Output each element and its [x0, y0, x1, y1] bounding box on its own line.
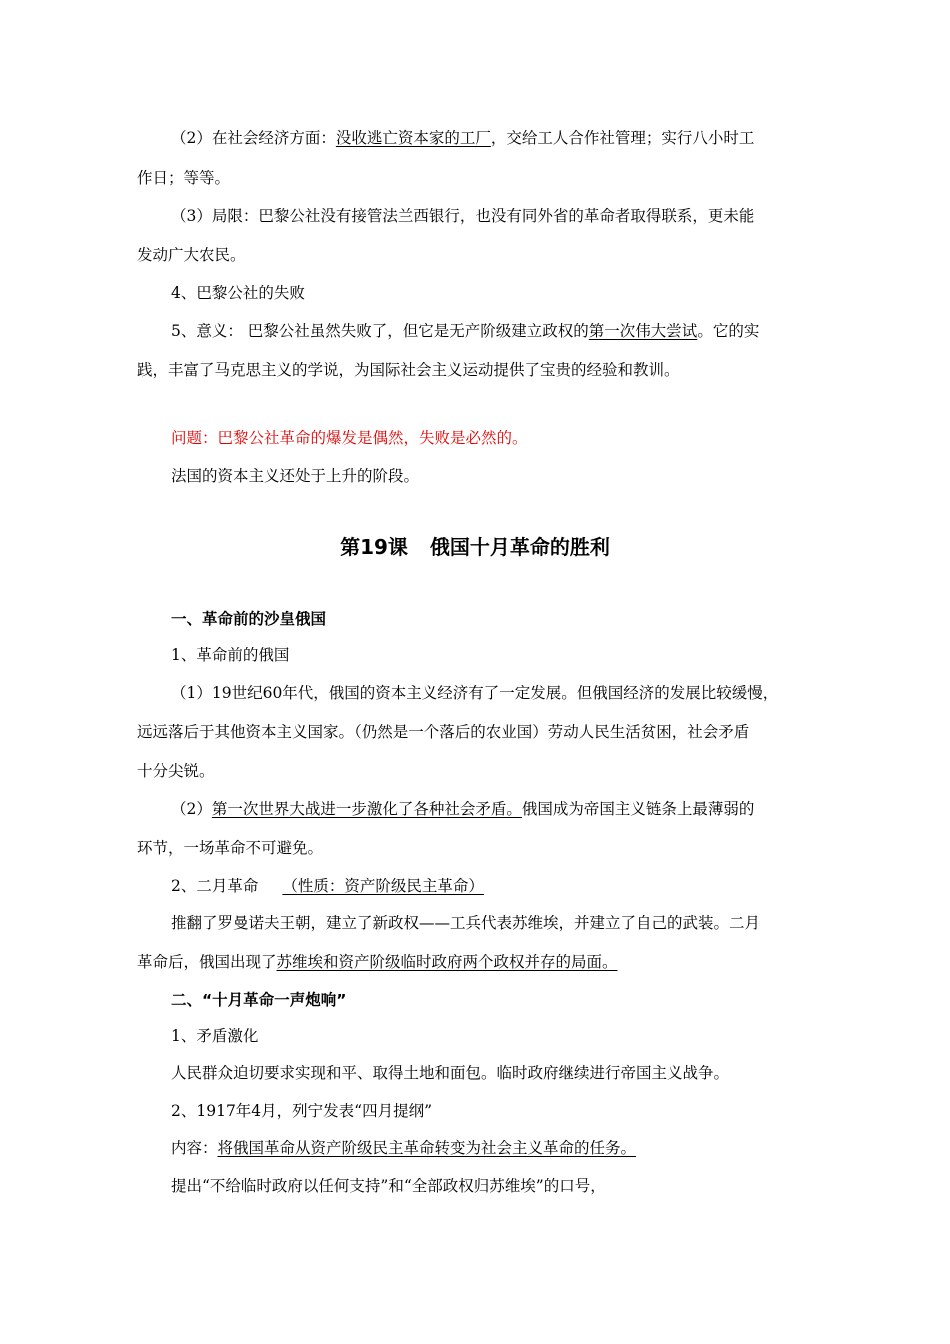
subheading-contradiction: 1、矛盾激化: [171, 1027, 259, 1045]
underlined-phrase: 将俄国革命从资产阶级民主革命转变为社会主义革命的任务。: [217, 1139, 637, 1157]
paragraph-significance-cont: 践，丰富了马克思主义的学说，为国际社会主义运动提供了宝贵的经验和教训。: [137, 361, 680, 379]
underlined-phrase: （性质：资产阶级民主革命）: [282, 877, 484, 895]
paragraph-slogan: 提出“不给临时政府以任何支持”和“全部政权归苏维埃”的口号，: [171, 1177, 606, 1195]
paragraph-limitation: （3）局限：巴黎公社没有接管法兰西银行，也没有同外省的革命者取得联系，更未能: [171, 207, 755, 225]
paragraph-russia-1: （1）19世纪60年代，俄国的资本主义经济有了一定发展。但俄国经济的发展比较缓慢，: [171, 684, 779, 702]
paragraph-russia-1-l3: 十分尖锐。: [137, 762, 215, 780]
underlined-phrase: 苏维埃和资产阶级临时政府两个政权并存的局面。: [276, 953, 618, 971]
section-heading-2: 二、“十月革命一声炮响”: [171, 991, 347, 1009]
underlined-phrase: 第一次世界大战进一步激化了各种社会矛盾。: [211, 800, 522, 818]
paragraph-significance: 5、意义： 巴黎公社虽然失败了，但它是无产阶级建立政权的第一次伟大尝试。它的实: [171, 322, 760, 340]
paragraph-february-cont: 革命后，俄国出现了苏维埃和资产阶级临时政府两个政权并存的局面。: [137, 953, 618, 971]
subheading-russia: 1、革命前的俄国: [171, 646, 290, 664]
paragraph-russia-1-l2: 远远落后于其他资本主义国家。（仍然是一个落后的农业国）劳动人民生活贫困，社会矛盾: [137, 723, 750, 741]
paragraph-limitation-cont: 发动广大农民。: [137, 246, 246, 264]
section-heading-1: 一、革命前的沙皇俄国: [171, 610, 327, 628]
question-text: 问题：巴黎公社革命的爆发是偶然，失败是必然的。: [171, 429, 528, 447]
subheading-april-theses: 2、1917年4月，列宁发表“四月提纲”: [171, 1102, 433, 1120]
paragraph-contradiction: 人民群众迫切要求实现和平、取得土地和面包。临时政府继续进行帝国主义战争。: [171, 1064, 730, 1082]
lesson-name: 俄国十月革命的胜利: [429, 535, 610, 559]
underlined-phrase: 没收逃亡资本家的工厂: [335, 129, 491, 147]
paragraph-february: 推翻了罗曼诺夫王朝，建立了新政权——工兵代表苏维埃，并建立了自己的武装。二月: [171, 914, 761, 932]
paragraph-economy: （2）在社会经济方面：没收逃亡资本家的工厂，交给工人合作社管理；实行八小时工: [171, 129, 755, 147]
underlined-phrase: 第一次伟大尝试: [588, 322, 698, 340]
paragraph-content: 内容：将俄国革命从资产阶级民主革命转变为社会主义革命的任务。: [171, 1139, 637, 1157]
paragraph-economy-cont: 作日；等等。: [137, 169, 231, 187]
paragraph-russia-2: （2）第一次世界大战进一步激化了各种社会矛盾。俄国成为帝国主义链条上最薄弱的: [171, 800, 755, 818]
answer-text: 法国的资本主义还处于上升的阶段。: [171, 467, 420, 485]
item-failure: 4、巴黎公社的失败: [171, 284, 305, 302]
lesson-title: [0, 531, 950, 560]
lesson-number: 第19课: [340, 535, 408, 559]
paragraph-russia-2-cont: 环节，一场革命不可避免。: [137, 839, 324, 857]
subheading-february: 2、二月革命 （性质：资产阶级民主革命）: [171, 877, 484, 895]
